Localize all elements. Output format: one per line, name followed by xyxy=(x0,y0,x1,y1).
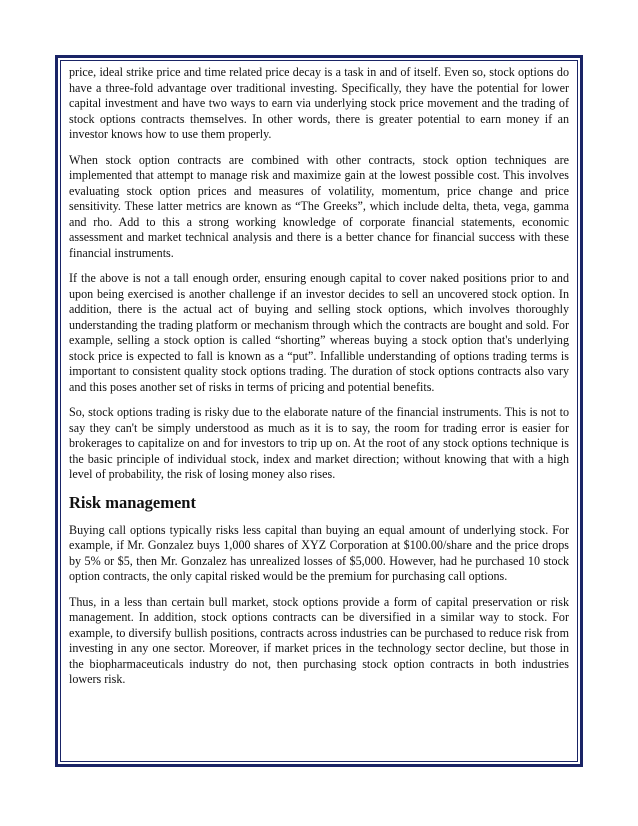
paragraph-call-options: Buying call options typically risks less capital than buying an equal amount of underlying stock. For example, if Mr. Gonzalez buys 1,000 shares of XYZ Corporation at $100.00/share and the price drops by 5% or $5, then Mr. Gonzalez has unrealized losses of $5,000. However, had he purchased 10 stock option contracts, the only capital risked would be the premium for purchasing call options. xyxy=(69,522,569,583)
paragraph-greeks: When stock option contracts are combined with other contracts, stock option techniques are implemented that attempt to manage risk and maximize gain at the lowest possible cost. This involves evaluating stock option prices and measures of volatility, momentum, price change and price sensitivity. These latter metrics are known as “The Greeks”, which include delta, theta, vega, gamma and rho. Add to this a strong working knowledge of corporate financial statements, economic assessment and market technical analysis and there is a better chance for financial success with these financial instruments. xyxy=(69,152,569,260)
paragraph-diversification: Thus, in a less than certain bull market, stock options provide a form of capital preservation or risk management. In addition, stock options contracts can be diversified in a similar way to stock. For example, to diversify bullish positions, contracts across industries can be purchased to reduce risk from investing in any one sector. Moreover, if market prices in the technology sector decline, but those in the biopharmaceuticals industry do not, then purchasing stock option contracts in both industries lowers risk. xyxy=(69,594,569,686)
section-heading-risk-management: Risk management xyxy=(69,492,196,512)
paragraph-options-advantage: price, ideal strike price and time related price decay is a task in and of itself. Even so, stock options do have a three-fold advantage over traditional investing. Specifically, they have the potential for lower capital investment and have two ways to earn via underlying stock price movement and the trading of stock options contracts themselves. In other words, there is greater potential to earn money if an investor knows how to use them properly. xyxy=(69,65,569,141)
paragraph-trading-risk: So, stock options trading is risky due to the elaborate nature of the financial instruments. This is not to say they can't be simply understood as much as it is to say, the room for trading error is easier for brokerages to capitalize on and for investors to trip up on. At the root of any stock options technique is the basic principle of individual stock, index and market direction; without knowing that with a high level of probability, the risk of losing money also rises. xyxy=(69,405,569,481)
document-body xyxy=(69,65,569,698)
paragraph-capital-challenge: If the above is not a tall enough order, ensuring enough capital to cover naked positions prior to and upon being exercised is another challenge if an investor decides to sell an uncovered stock option. In addition, there is the actual act of buying and selling stock options, which involves thoroughly understanding the trading platform or mechanism through which the contracts are bought and sold. For example, selling a stock option is called “shorting” whereas buying a stock option that's underlying stock price is expected to fall is known as a “put”. Infallible understanding of options trading terms is important to consistent quality stock options trading. The duration of stock options contracts also vary and this poses another set of risks in terms of pricing and potential benefits. xyxy=(69,271,569,394)
